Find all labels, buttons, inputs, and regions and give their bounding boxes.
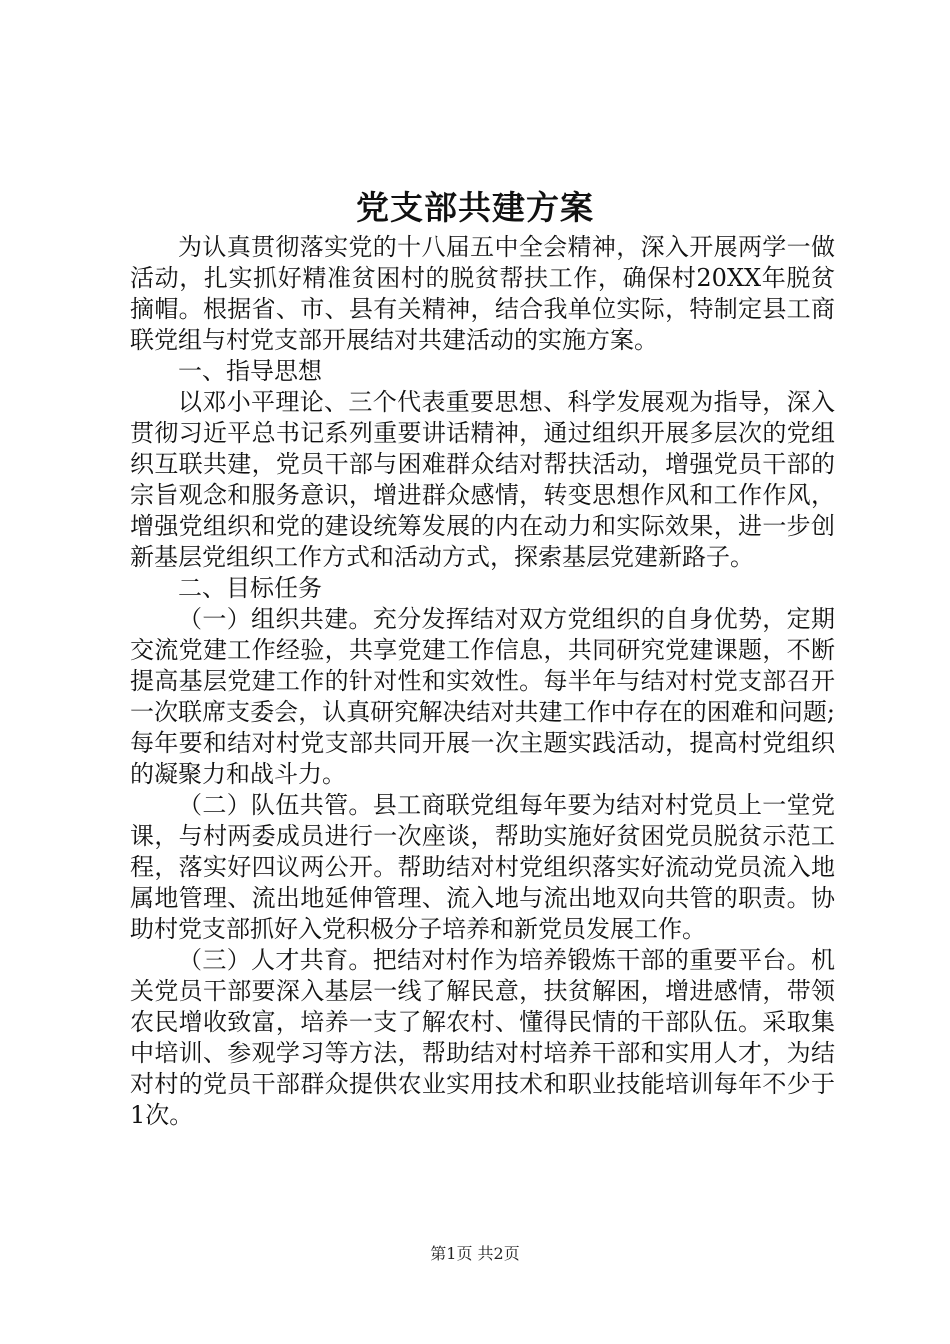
section-heading-goals: 二、目标任务 xyxy=(178,574,322,602)
goal-item-organization: （一）组织共建。充分发挥结对双方党组织的自身优势，定期交流党建工作经验，共享党建工作信息，共同研究党建课题，不断提高基层党建工作的针对性和实效性。每半年与结对村党支部召开一次联席支委会，认真研究解决结对共建工作中存在的困难和问题;每年要和结对村党支部共同开展一次主题实践活动，提高村党组织的凝聚力和战斗力。 xyxy=(130,605,835,788)
goal-item-talent: （三）人才共育。把结对村作为培养锻炼干部的重要平台。机关党员干部要深入基层一线了解民意，扶贫解困，增进感情，带领农民增收致富，培养一支了解农村、懂得民情的干部队伍。采取集中培训、参观学习等方法，帮助结对村培养干部和实用人才，为结对村的党员干部群众提供农业实用技术和职业技能培训每年不少于1次。 xyxy=(130,946,835,1129)
page-number-footer: 第1页 共2页 xyxy=(430,1244,520,1263)
page-title: 党支部共建方案 xyxy=(356,188,594,227)
document-body xyxy=(130,232,835,1131)
section-heading-guiding-thought: 一、指导思想 xyxy=(178,357,322,385)
goal-item-team: （二）队伍共管。县工商联党组每年要为结对村党员上一堂党课，与村两委成员进行一次座谈，帮助实施好贫困党员脱贫示范工程，落实好四议两公开。帮助结对村党组织落实好流动党员流入地属地管理、流出地延伸管理、流入地与流出地双向共管的职责。协助村党支部抓好入党积极分子培养和新党员发展工作。 xyxy=(130,791,835,943)
intro-paragraph: 为认真贯彻落实党的十八届五中全会精神，深入开展两学一做活动，扎实抓好精准贫困村的脱贫帮扶工作，确保村20XX年脱贫摘帽。根据省、市、县有关精神，结合我单位实际，特制定县工商联党组与村党支部开展结对共建活动的实施方案。 xyxy=(130,233,835,354)
guiding-thought-paragraph: 以邓小平理论、三个代表重要思想、科学发展观为指导，深入贯彻习近平总书记系列重要讲话精神，通过组织开展多层次的党组织互联共建，党员干部与困难群众结对帮扶活动，增强党员干部的宗旨观念和服务意识，增进群众感情，转变思想作风和工作作风，增强党组织和党的建设统筹发展的内在动力和实际效果，进一步创新基层党组织工作方式和活动方式，探索基层党建新路子。 xyxy=(130,388,835,571)
